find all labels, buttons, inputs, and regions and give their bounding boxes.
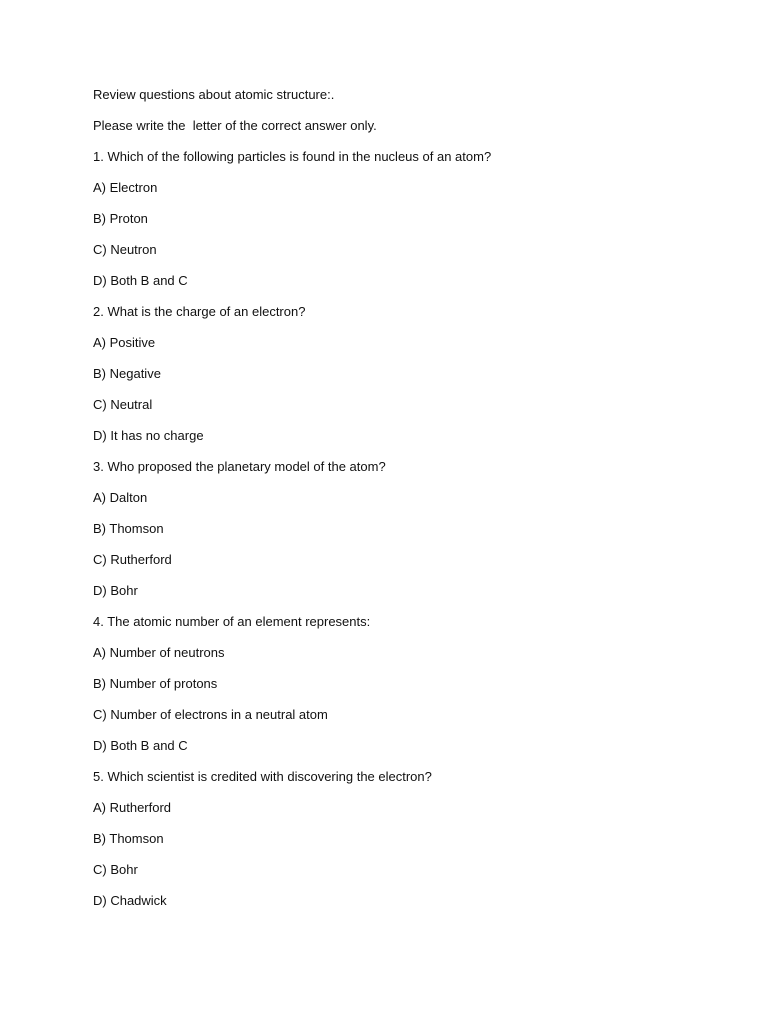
answer-option: C) Rutherford [93,552,172,567]
answer-option: D) Bohr [93,583,138,598]
question-prompt: 2. What is the charge of an electron? [93,304,306,319]
answer-option: B) Thomson [93,831,164,846]
question-prompt: 4. The atomic number of an element represents: [93,614,371,629]
answer-option: A) Electron [93,180,158,195]
document-body [93,86,713,923]
answer-option: D) Chadwick [93,893,167,908]
question-prompt: 1. Which of the following particles is found in the nucleus of an atom? [93,149,492,164]
answer-option: D) Both B and C [93,738,188,753]
answer-option: B) Negative [93,366,161,381]
answer-option: D) It has no charge [93,428,204,443]
question-block [93,458,713,613]
question-block [93,148,713,303]
question-block [93,768,713,923]
answer-option: C) Neutron [93,242,157,257]
question-prompt: 3. Who proposed the planetary model of the atom? [93,459,386,474]
question-block [93,613,713,768]
answer-option: A) Rutherford [93,800,172,815]
question-prompt: 5. Which scientist is credited with discovering the electron? [93,769,432,784]
question-block [93,303,713,458]
answer-option: B) Proton [93,211,148,226]
answer-option: A) Dalton [93,490,148,505]
answer-option: A) Positive [93,335,156,350]
answer-option: B) Number of protons [93,676,218,691]
answer-option: C) Number of electrons in a neutral atom [93,707,328,722]
answer-option: A) Number of neutrons [93,645,225,660]
answer-option: D) Both B and C [93,273,188,288]
answer-option: C) Neutral [93,397,153,412]
intro-text: Review questions about atomic structure:. [93,87,335,102]
answer-option: B) Thomson [93,521,164,536]
instruction-text: Please write the letter of the correct answer only. [93,118,377,133]
answer-option: C) Bohr [93,862,138,877]
